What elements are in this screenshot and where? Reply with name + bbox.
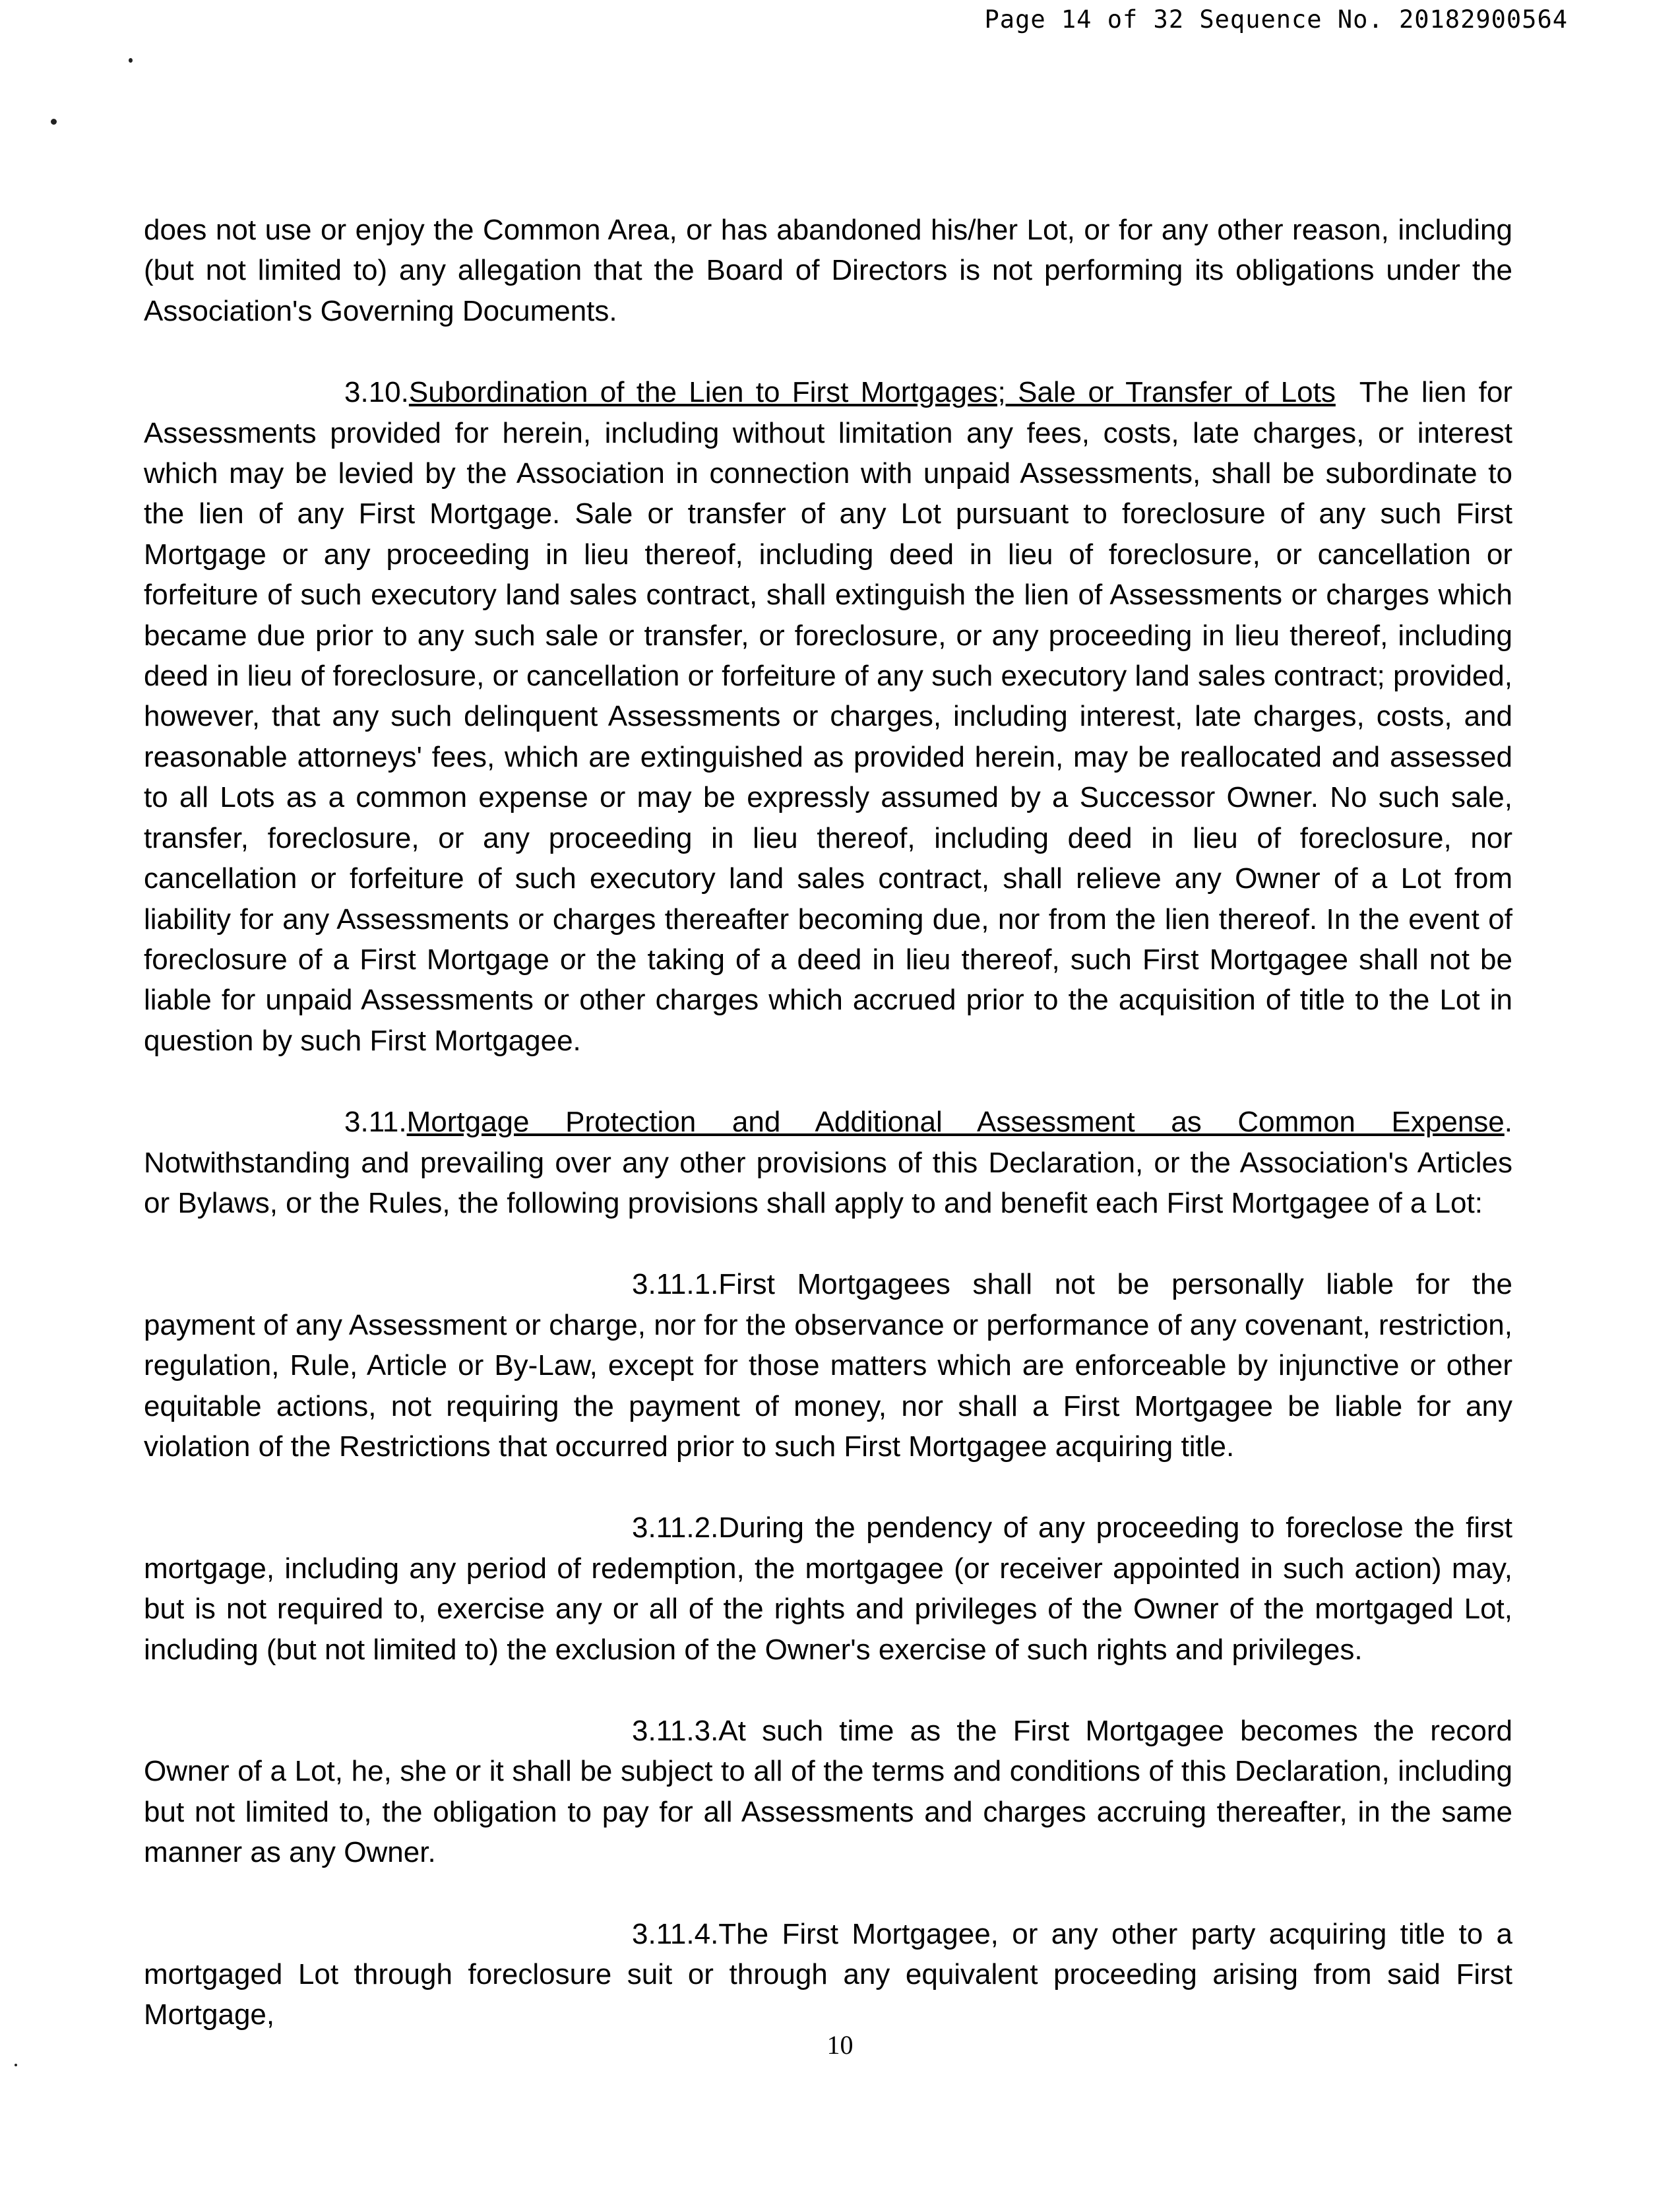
section-heading: Mortgage Protection and Additional Assessment as Common Expense [406,1106,1505,1139]
section-number: 3.11.1. [632,1268,719,1301]
section-number: 3.11.4. [632,1917,719,1950]
paragraph-continuation [144,210,1512,331]
section-number: 3.10. [344,376,409,409]
document-body [144,210,1512,2076]
section-heading: Subordination of the Lien to First Mortgages; Sale or Transfer of Lots [408,376,1336,409]
scan-speck [129,58,133,63]
paragraph-text: does not use or enjoy the Common Area, or has abandoned his/her Lot, or for any other reason, including (but not limited to) any allegation that the Board of Directors is not performing its obligations under the Association's Governing Documents. [144,214,1512,327]
section-3-11-2 [144,1508,1512,1670]
section-number: 3.11. [344,1106,407,1139]
scan-speck [51,119,57,125]
section-text: At such time as the First Mortgagee becomes the record Owner of a Lot, he, she or it shall be subject to all of the terms and conditions of this Declaration, including but not limited to, the obligation to pay for all Assessments and charges accruing thereafter, in the same manner as any Owner. [144,1715,1512,1869]
section-number: 3.11.3. [632,1715,719,1747]
page-sequence-header: Page 14 of 32 Sequence No. 20182900564 [984,5,1568,34]
section-text: During the pendency of any proceeding to foreclose the first mortgage, including any period of redemption, the mortgagee (or receiver appointed in such action) may, but is not required to, exercise any or all of the rights and privileges of the Owner of the mortgaged Lot, including (but not limited to) the exclusion of the Owner's exercise of such rights and privileges. [144,1511,1512,1666]
section-number: 3.11.2. [632,1511,719,1544]
section-text: The lien for Assessments provided for herein, including without limitation any fees, costs, late charges, or interest which may be levied by the Association in connection with unpaid Assessments, shall be subordinate to the lien of any First Mortgage. Sale or transfer of any Lot pursuant to foreclosure of any such First Mortgage or any proceeding in lieu thereof, including deed in lieu of foreclosure, or cancellation or forfeiture of such executory land sales contract, shall extinguish the lien of Assessments or charges which became due prior to any such sale or transfer, or foreclosure, or any proceeding in lieu thereof, including deed in lieu of foreclosure, or cancellation or forfeiture of any such executory land sales contract; provided, however, that any such delinquent Assessments or charges, including interest, late charges, costs, and reasonable attorneys' fees, which are extinguished as provided herein, may be reallocated and assessed to all Lots as a common expense or may be expressly assumed by a Successor Owner. No such sale, transfer, foreclosure, or any proceeding in lieu thereof, including deed in lieu of foreclosure, nor cancellation or forfeiture of such executory land sales contract, shall relieve any Owner of a Lot from liability for any Assessments or charges thereafter becoming due, nor from the lien thereof. In the event of foreclosure of a First Mortgage or the taking of a deed in lieu thereof, such First Mortgagee shall not be liable for unpaid Assessments or other charges which accrued prior to the acquisition of title to the Lot in question by such First Mortgagee. [144,376,1512,1057]
section-3-11-4 [144,1914,1512,2035]
section-3-10 [144,372,1512,1061]
section-text: Notwithstanding and prevailing over any other provisions of this Declaration, or the Association's Articles or Bylaws, or the Rules, the following provisions shall apply to and benefit each First Mortgagee of a Lot: [144,1146,1512,1219]
section-text: First Mortgagees shall not be personally liable for the payment of any Assessment or charge, nor for the observance or performance of any covenant, restriction, regulation, Rule, Article or By-Law, except for those matters which are enforceable by injunctive or other equitable actions, not requiring the payment of money, nor shall a First Mortgagee be liable for any violation of the Restrictions that occurred prior to such First Mortgagee acquiring title. [144,1268,1512,1463]
page-number: 10 [826,2030,854,2060]
section-text: The First Mortgagee, or any other party acquiring title to a mortgaged Lot through foreclosure suit or through any equivalent proceeding arising from said First Mortgage, [144,1917,1512,2031]
section-3-11-1 [144,1264,1512,1467]
section-3-11-3 [144,1711,1512,1873]
scan-speck [15,2064,17,2066]
section-3-11: 3.11.Mortgage Protection and Additional Assessment as Common Expense. Notwithstanding and prevailing over any other provisions of this Declaration, or the Association's Articles or Bylaws, or the Rules, the following provisions shall apply to and benefit each First Mortgagee of a Lot: [144,1102,1512,1223]
